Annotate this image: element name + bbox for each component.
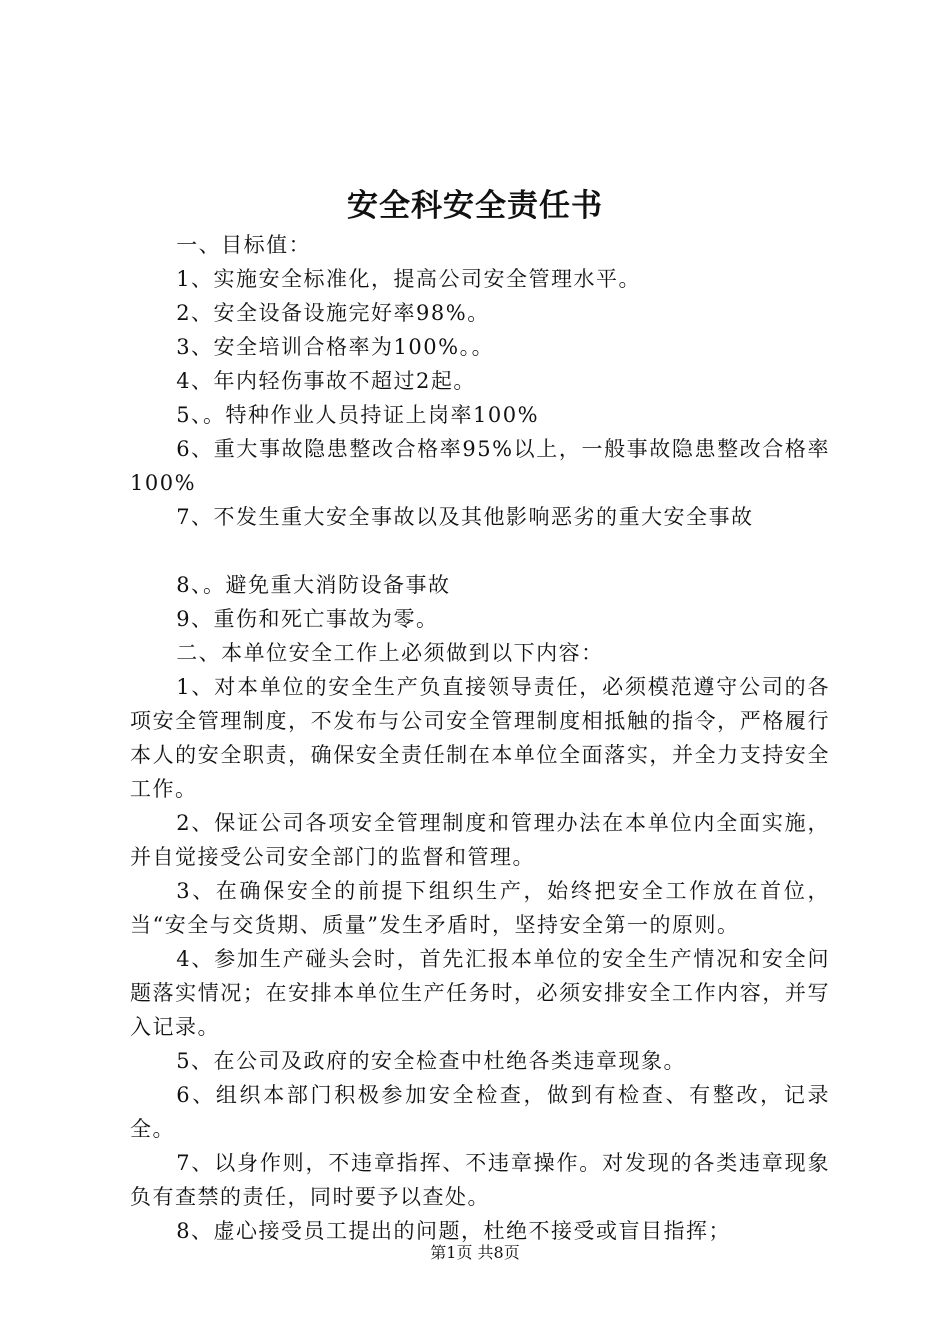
target-item: 5、。特种作业人员持证上岗率100% <box>176 403 540 427</box>
target-item: 4、年内轻伤事故不超过2起。 <box>176 369 476 393</box>
target-item: 3、安全培训合格率为100%。。 <box>176 335 495 359</box>
duty-item: 5、在公司及政府的安全检查中杜绝各类违章现象。 <box>176 1049 687 1073</box>
target-item: 2、安全设备设施完好率98%。 <box>176 301 490 325</box>
target-item: 9、重伤和死亡事故为零。 <box>176 607 439 631</box>
document-title: 安全科安全责任书 <box>347 188 603 224</box>
target-item: 8、。避免重大消防设备事故 <box>176 573 451 597</box>
blank-line <box>130 534 830 568</box>
duty-item: 1、对本单位的安全生产负直接领导责任，必须模范遵守公司的各项安全管理制度，不发布与公司安全管理制度相抵触的指令，严格履行本人的安全职责，确保安全责任制在本单位全面落实，并全力支持安全工作。 <box>130 675 830 801</box>
page-number-footer: 第1页 共8页 <box>430 1243 520 1262</box>
duty-item: 4、参加生产碰头会时，首先汇报本单位的安全生产情况和安全问题落实情况；在安排本单位生产任务时，必须安排安全工作内容，并写入记录。 <box>130 947 830 1039</box>
duty-item: 7、以身作则，不违章指挥、不违章操作。对发现的各类违章现象负有查禁的责任，同时要予以查处。 <box>130 1151 830 1209</box>
document-body <box>130 228 830 1248</box>
duty-item: 2、保证公司各项安全管理制度和管理办法在本单位内全面实施，并自觉接受公司安全部门的监督和管理。 <box>130 811 830 869</box>
section-heading-targets: 一、目标值： <box>176 233 312 257</box>
target-item: 7、不发生重大安全事故以及其他影响恶劣的重大安全事故 <box>176 505 754 529</box>
target-item: 1、实施安全标准化，提高公司安全管理水平。 <box>176 267 642 291</box>
duty-item: 3、在确保安全的前提下组织生产，始终把安全工作放在首位，当“安全与交货期、质量”发生矛盾时，坚持安全第一的原则。 <box>130 879 830 937</box>
target-item: 6、重大事故隐患整改合格率95%以上，一般事故隐患整改合格率100% <box>130 437 830 495</box>
duty-item: 8、虚心接受员工提出的问题，杜绝不接受或盲目指挥； <box>176 1219 732 1243</box>
section-heading-duties: 二、本单位安全工作上必须做到以下内容： <box>176 641 604 665</box>
duty-item: 6、组织本部门积极参加安全检查，做到有检查、有整改，记录全。 <box>130 1083 830 1141</box>
